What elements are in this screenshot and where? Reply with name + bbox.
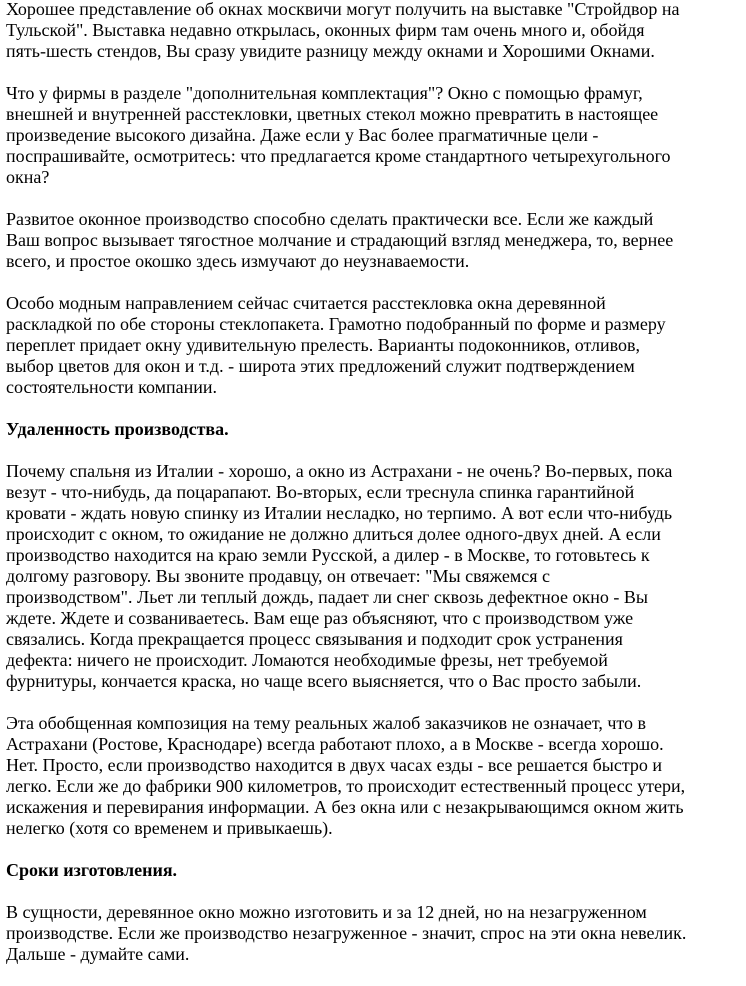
text-line: Хорошее представление об окнах москвичи могут получить на выставке "Стройдвор на — [6, 0, 680, 19]
text-line: всего, и простое окошко здесь измучают до неузнаваемости. — [6, 251, 470, 271]
text-line: Развитое оконное производство способно сделать практически все. Если же каждый — [6, 209, 654, 229]
section-heading-distance: Удаленность производства. — [6, 419, 229, 439]
paragraph-glazing-bars — [6, 293, 744, 398]
text-line: Что у фирмы в разделе "дополнительная комплектация"? Окно с помощью фрамуг, — [6, 83, 643, 103]
text-line: кровати - ждать новую спинку из Италии несладко, но терпимо. А вот если что-нибудь — [6, 503, 673, 523]
text-line: происходит с окном, то ожидание не должно длиться долее одного-двух дней. А если — [6, 524, 661, 544]
text-line: Нет. Просто, если производство находится в двух часах езды - все решается быстро и — [6, 755, 663, 775]
text-line: состоятельности компании. — [6, 377, 218, 397]
text-line: легко. Если же до фабрики 900 километров, то происходит естественный процесс утери, — [6, 776, 686, 796]
text-line: поспрашивайте, осмотритесь: что предлагается кроме стандартного четырехугольного — [6, 146, 671, 166]
text-line: везут - что-нибудь, да поцарапают. Во-вторых, если треснула спинка гарантийной — [6, 482, 635, 502]
article-page — [6, 0, 744, 986]
text-line: дефекта: ничего не происходит. Ломаются необходимые фрезы, нет требуемой — [6, 650, 608, 670]
paragraph-complaints-summary — [6, 713, 744, 839]
text-line: производстве. Если же производство незагруженное - значит, спрос на эти окна невелик. — [6, 923, 687, 943]
text-line: долгому разговору. Вы звоните продавцу, он отвечает: "Мы свяжемся с — [6, 566, 550, 586]
text-line: В сущности, деревянное окно можно изготовить и за 12 дней, но на незагруженном — [6, 902, 647, 922]
text-line: переплет придает окну удивительную прелесть. Варианты подоконников, отливов, — [6, 335, 640, 355]
text-line: Почему спальня из Италии - хорошо, а окно из Астрахани - не очень? Во-первых, пока — [6, 461, 673, 481]
paragraph-stroydvor — [6, 0, 744, 62]
text-line: Астрахани (Ростове, Краснодаре) всегда работают плохо, а в Москве - всегда хорошо. — [6, 734, 664, 754]
text-line: производством". Льет ли теплый дождь, падает ли снег сквозь дефектное окно - Вы — [6, 587, 648, 607]
paragraph-italy-astrakhan — [6, 461, 744, 692]
text-line: выбор цветов для окон и т.д. - широта этих предложений служит подтверждением — [6, 356, 635, 376]
paragraph-twelve-days — [6, 902, 744, 965]
text-line: окна? — [6, 167, 50, 187]
text-line: пять-шесть стендов, Вы сразу увидите разницу между окнами и Хорошими Окнами. — [6, 41, 655, 61]
paragraph-developed-production — [6, 209, 744, 272]
text-line: Ваш вопрос вызывает тягостное молчание и страдающий взгляд менеджера, то, вернее — [6, 230, 674, 250]
section-heading-lead-time: Сроки изготовления. — [6, 860, 178, 880]
text-line: раскладкой по обе стороны стеклопакета. Грамотно подобранный по форме и размеру — [6, 314, 666, 334]
text-line: Особо модным направлением сейчас считается расстекловка окна деревянной — [6, 293, 606, 313]
text-line: внешней и внутренней расстекловки, цветных стекол можно превратить в настоящее — [6, 104, 659, 124]
text-line: произведение высокого дизайна. Даже если у Вас более прагматичные цели - — [6, 125, 599, 145]
paragraph-extra-options — [6, 83, 744, 188]
text-line: производство находится на краю земли Русской, а дилер - в Москве, то готовьтесь к — [6, 545, 650, 565]
text-line: Дальше - думайте сами. — [6, 944, 190, 964]
text-line: ждете. Ждете и созваниваетесь. Вам еще раз объясняют, что с производством уже — [6, 608, 634, 628]
text-line: искажения и перевирания информации. А без окна или с незакрывающимся окном жить — [6, 797, 684, 817]
text-line: Тульской". Выставка недавно открылась, оконных фирм там очень много и, обойдя — [6, 20, 645, 40]
text-line: фурнитуры, кончается краска, но чаще всего выясняется, что о Вас просто забыли. — [6, 671, 642, 691]
text-line: нелегко (хотя со временем и привыкаешь). — [6, 818, 333, 838]
text-line: Эта обобщенная композиция на тему реальных жалоб заказчиков не означает, что в — [6, 713, 647, 733]
text-line: связались. Когда прекращается процесс связывания и подходит срок устранения — [6, 629, 623, 649]
